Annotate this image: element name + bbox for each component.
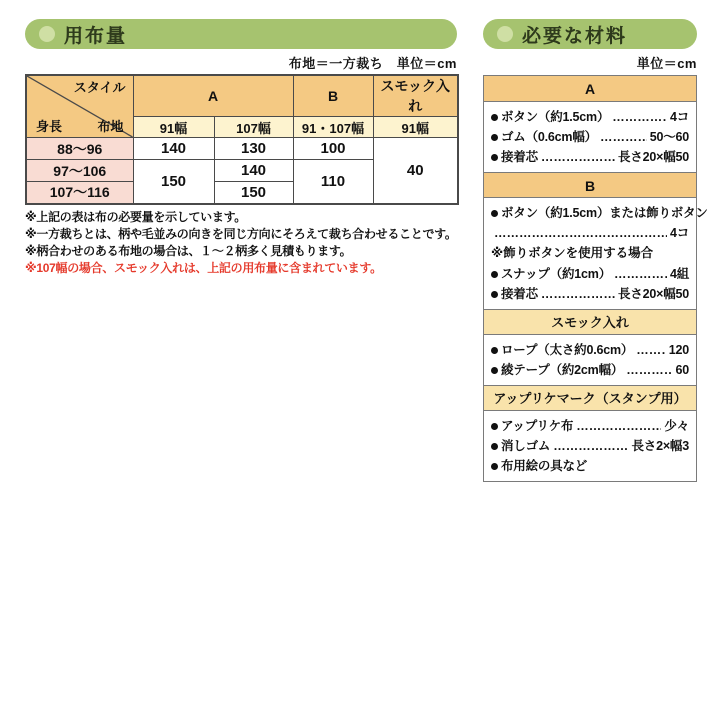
dots-leader	[636, 340, 666, 360]
material-section-body	[484, 102, 696, 172]
dots-leader	[494, 223, 667, 243]
dots-leader	[553, 436, 628, 456]
material-section-header: スモック入れ	[484, 309, 696, 335]
material-item-value: 60	[675, 363, 689, 377]
materials-unit-note: 単位＝cm	[636, 56, 697, 71]
material-item	[491, 203, 708, 223]
material-item	[491, 127, 689, 147]
bullet-icon	[491, 347, 498, 354]
height-range-1: 88～96	[26, 138, 133, 160]
fabric-amount-table	[25, 74, 459, 205]
note-line: ※一方裁ちとは、柄や毛並みの向きを同じ方向にそろえて裁ち合わせることです。	[25, 226, 457, 241]
bullet-icon	[491, 271, 498, 278]
cell-smock-all: 40	[373, 138, 458, 204]
material-section-header: B	[484, 172, 696, 198]
materials-section	[483, 19, 708, 482]
material-item	[491, 456, 689, 476]
materials-title: 必要な材料	[522, 25, 628, 47]
material-item	[491, 284, 689, 304]
material-section-body	[484, 411, 696, 481]
corner-height-label: 身長	[36, 119, 63, 134]
material-item-label: ゴム（0.6cm幅）	[501, 130, 597, 144]
corner-fabric-label: 布地	[97, 119, 124, 134]
materials-panel	[483, 75, 708, 482]
dots-leader	[612, 107, 667, 127]
material-item-label: ボタン（約1.5cm）	[501, 110, 610, 124]
material-item-label: 接着芯	[501, 150, 538, 164]
material-item-label: 布用絵の具など	[501, 459, 588, 473]
material-note: ※飾りボタンを使用する場合	[491, 246, 654, 260]
subheader-a-91: 91幅	[133, 117, 214, 138]
dots-leader	[541, 284, 615, 304]
height-range-2: 97～106	[26, 160, 133, 182]
material-item-label: ボタン（約1.5cm）または飾りボタン	[501, 206, 708, 220]
column-group-a: A	[133, 75, 293, 117]
material-item-continued	[491, 223, 689, 243]
bullet-icon	[491, 443, 498, 450]
material-item-value: 長さ2×幅3	[631, 439, 689, 453]
materials-header-bar	[483, 19, 697, 49]
bullet-icon	[491, 423, 498, 430]
material-item-value: 4コ	[669, 226, 689, 240]
corner-style-label: スタイル	[73, 80, 126, 95]
dots-leader	[576, 416, 661, 436]
note-line: ※上記の表は布の必要量を示しています。	[25, 209, 247, 224]
material-item-value: 長さ20×幅50	[617, 287, 689, 301]
material-item-label: 消しゴム	[501, 439, 551, 453]
bullet-icon	[491, 154, 498, 161]
section-bullet-icon	[39, 26, 55, 42]
material-item	[491, 340, 689, 360]
material-item	[491, 360, 689, 380]
bullet-icon	[491, 463, 498, 470]
bullet-icon	[491, 114, 498, 121]
cell-b-r23: 110	[293, 160, 373, 204]
note-line: ※柄合わせのある布地の場合は、１～２柄多く見積もります。	[25, 243, 352, 258]
fabric-amount-header-bar	[25, 19, 457, 49]
table-notes	[25, 209, 457, 277]
note-line: ※107幅の場合、スモック入れは、上記の用布量に含まれています。	[25, 260, 382, 275]
dots-leader	[614, 264, 667, 284]
cell-a91-r23: 150	[133, 160, 214, 204]
material-item	[491, 107, 689, 127]
section-bullet-icon	[497, 26, 513, 42]
subheader-a-107: 107幅	[214, 117, 293, 138]
material-item-value: 長さ20×幅50	[617, 150, 689, 164]
bullet-icon	[491, 291, 498, 298]
column-group-b: B	[293, 75, 373, 117]
material-section-body	[484, 335, 696, 385]
fabric-unit-note: 布地＝一方裁ち 単位＝cm	[288, 56, 457, 71]
dots-leader	[626, 360, 672, 380]
material-item-label: アップリケ布	[501, 419, 574, 433]
fabric-amount-section	[25, 19, 457, 277]
cell-b-r1: 100	[293, 138, 373, 160]
dots-leader	[600, 127, 647, 147]
bullet-icon	[491, 134, 498, 141]
material-item-value: 50～60	[649, 130, 689, 144]
material-section-header: アップリケマーク（スタンプ用）	[484, 385, 696, 411]
material-item-value: 4コ	[669, 110, 689, 124]
table-row	[26, 138, 458, 160]
material-item-label: 接着芯	[501, 287, 538, 301]
material-section-body	[484, 198, 708, 309]
material-item-value: 120	[668, 343, 689, 357]
bullet-icon	[491, 367, 498, 374]
cell-a107-r1: 130	[214, 138, 293, 160]
bullet-icon	[491, 210, 498, 217]
fabric-amount-title: 用布量	[64, 25, 128, 47]
material-item	[491, 147, 689, 167]
material-item-label: スナップ（約1cm）	[501, 267, 612, 281]
material-item	[491, 416, 689, 436]
material-item-label: ロープ（太さ約0.6cm）	[501, 343, 634, 357]
material-item-label: 綾テープ（約2cm幅）	[501, 363, 624, 377]
material-section-header: A	[484, 76, 696, 102]
material-item	[491, 264, 689, 284]
cell-a107-r2: 140	[214, 160, 293, 182]
material-item-value: 少々	[664, 419, 689, 433]
material-item	[491, 436, 689, 456]
material-item-value: 4組	[669, 267, 689, 281]
subheader-b: 91・107幅	[293, 117, 373, 138]
subheader-smock: 91幅	[373, 117, 458, 138]
height-range-3: 107～116	[26, 182, 133, 204]
table-corner-cell	[26, 75, 133, 138]
cell-a107-r3: 150	[214, 182, 293, 204]
cell-a91-r1: 140	[133, 138, 214, 160]
column-group-smock: スモック入れ	[373, 75, 458, 117]
dots-leader	[541, 147, 615, 167]
